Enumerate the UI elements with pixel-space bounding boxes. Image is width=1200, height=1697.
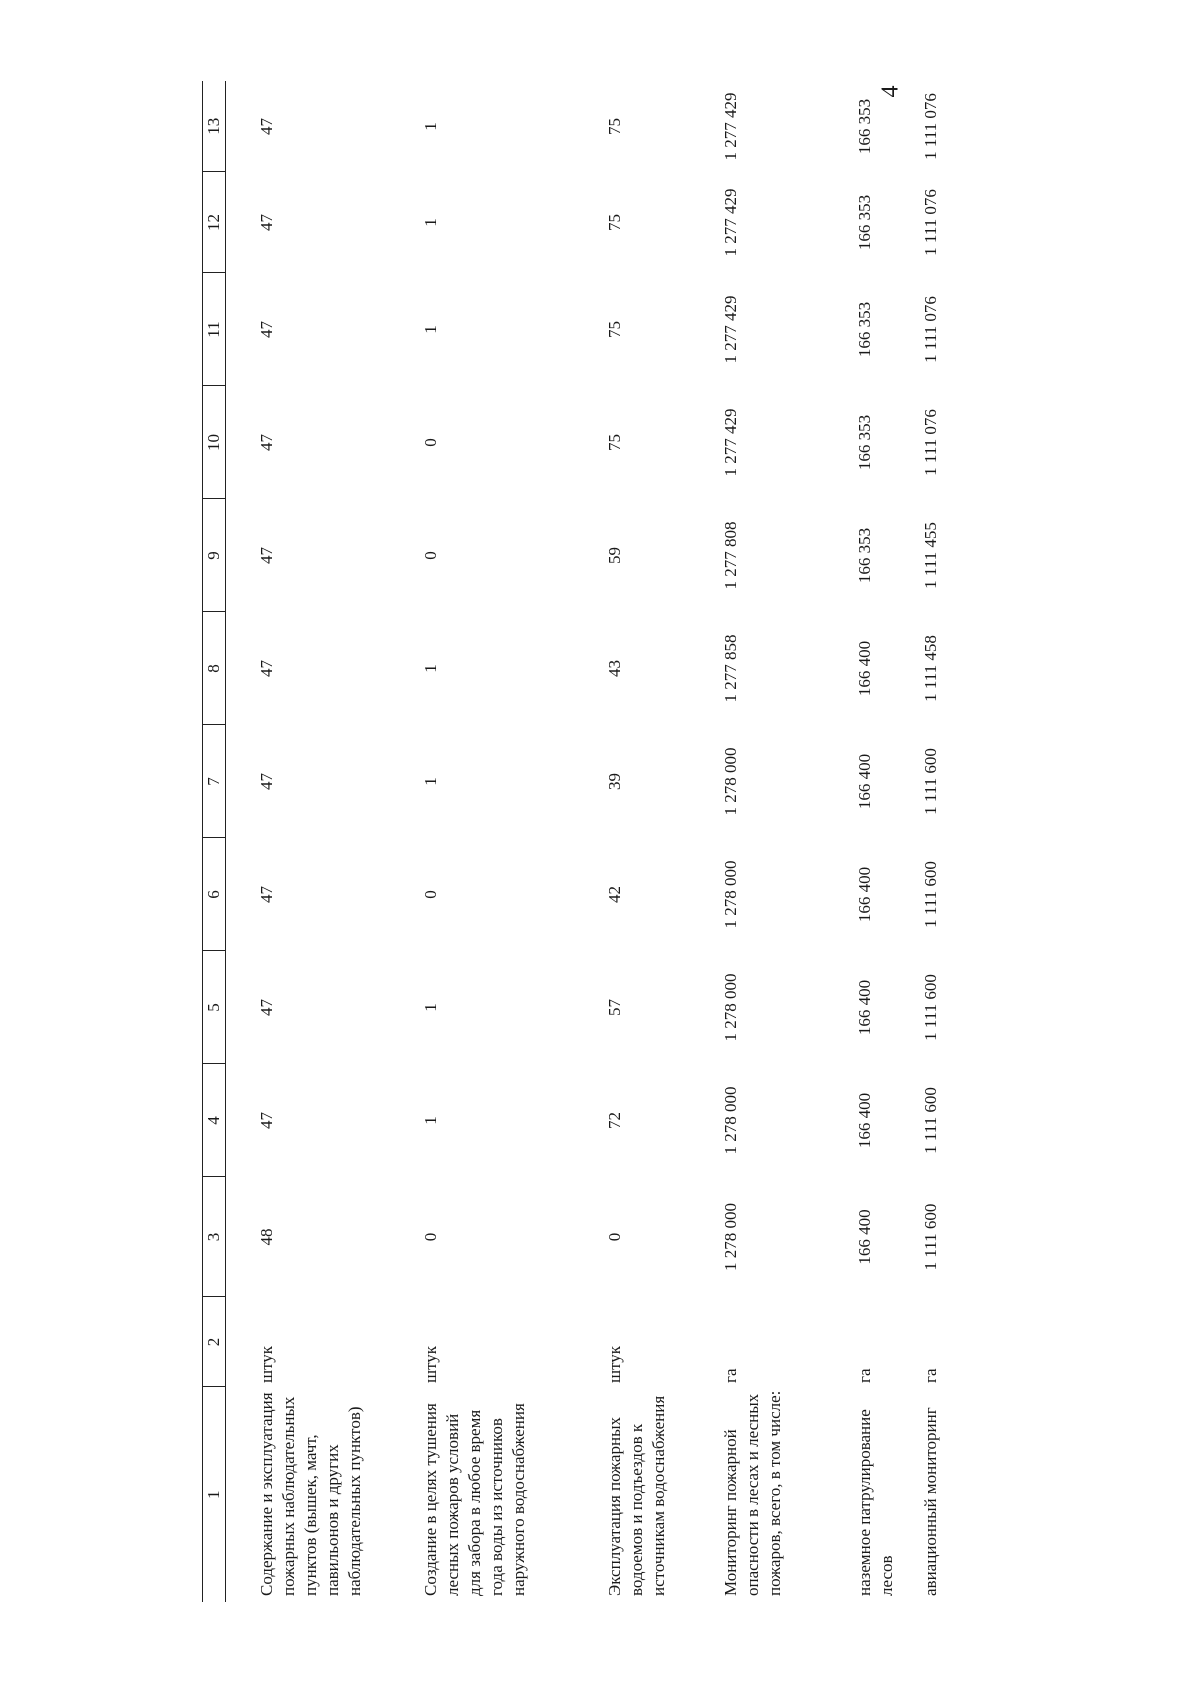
column-header: 1: [203, 1387, 226, 1602]
value-cell: 166 353: [855, 194, 874, 251]
value-cell: 1 277 429: [721, 92, 740, 161]
value-cell: 47: [257, 999, 276, 1016]
row-name-cell: Содержание и эксплуатация пожарных наблюдательных пунктов (вышек, мачт, павильонов и других наблюдательных пунктов): [257, 1392, 364, 1596]
value-cell: 1 277 429: [721, 408, 740, 477]
value-cell: 166 353: [855, 98, 874, 155]
unit-cell: га: [855, 1368, 874, 1383]
value-cell: 1: [421, 777, 440, 786]
column-header: 12: [203, 172, 226, 273]
row-name-cell: Мониторинг пожарной опасности в лесах и лесных пожаров, всего, в том числе:: [721, 1390, 784, 1596]
value-cell: 1 277 858: [721, 634, 740, 703]
value-cell: 0: [421, 438, 440, 447]
value-cell: 1 278 000: [721, 1086, 740, 1155]
table-row: [590, 81, 704, 1602]
value-cell: 47: [257, 773, 276, 790]
column-header: 2: [203, 1297, 226, 1387]
value-cell: 1 111 600: [921, 974, 940, 1041]
value-cell: 59: [605, 547, 624, 564]
value-cell: 1: [421, 1116, 440, 1125]
value-cell: 166 353: [855, 301, 874, 358]
value-cell: 1 111 076: [921, 189, 940, 256]
value-cell: 1 111 076: [921, 93, 940, 160]
value-cell: 1 278 000: [721, 747, 740, 816]
unit-cell: штук: [421, 1345, 440, 1383]
value-cell: 1 277 429: [721, 295, 740, 364]
value-cell: 1: [421, 664, 440, 673]
value-cell: 43: [605, 660, 624, 677]
value-cell: 1 111 076: [921, 296, 940, 363]
value-cell: 1 278 000: [721, 1203, 740, 1271]
table-row: [226, 81, 407, 1602]
unit-cell: штук: [605, 1345, 624, 1383]
value-cell: 0: [421, 890, 440, 899]
column-header: 7: [203, 725, 226, 838]
value-cell: 166 353: [855, 414, 874, 471]
value-cell: 1 277 808: [721, 521, 740, 590]
value-cell: 166 400: [855, 640, 874, 697]
rotated-table-container: [202, 84, 1052, 1602]
unit-cell: штук: [257, 1345, 276, 1383]
value-cell: 166 400: [855, 1209, 874, 1265]
table-row: [406, 81, 590, 1602]
value-cell: 47: [257, 118, 276, 135]
column-header: 8: [203, 612, 226, 725]
value-cell: 1 111 455: [921, 522, 940, 589]
value-cell: 47: [257, 660, 276, 677]
column-header: 4: [203, 1064, 226, 1177]
value-cell: 75: [605, 214, 624, 231]
page-number: 4: [877, 85, 904, 98]
value-cell: 1 278 000: [721, 973, 740, 1042]
value-cell: 1: [421, 218, 440, 227]
value-cell: 1: [421, 122, 440, 131]
value-cell: 72: [605, 1112, 624, 1129]
table-row: [704, 81, 840, 1602]
value-cell: 1 111 458: [921, 635, 940, 702]
value-cell: 166 400: [855, 866, 874, 923]
value-cell: 39: [605, 773, 624, 790]
value-cell: 47: [257, 886, 276, 903]
value-cell: 166 353: [855, 527, 874, 584]
value-cell: 166 400: [855, 979, 874, 1036]
row-name-cell: авиационный мониторинг: [921, 1407, 940, 1596]
value-cell: 1 111 600: [921, 748, 940, 815]
value-cell: 1 111 600: [921, 1087, 940, 1154]
value-cell: 57: [605, 999, 624, 1016]
column-header: 9: [203, 499, 226, 612]
column-header: 10: [203, 386, 226, 499]
value-cell: 1 111 600: [921, 861, 940, 928]
value-cell: 1 111 600: [921, 1203, 940, 1271]
value-cell: 1 277 429: [721, 188, 740, 257]
value-cell: 48: [257, 1228, 276, 1246]
unit-cell: га: [721, 1368, 740, 1383]
unit-cell: га: [921, 1368, 940, 1383]
row-name-cell: Эксплуатация пожарных водоемов и подъездов к источникам водоснабжения: [605, 1395, 668, 1596]
column-header: 11: [203, 273, 226, 386]
value-cell: 47: [257, 1112, 276, 1129]
value-cell: 42: [605, 886, 624, 903]
table-row: [840, 81, 906, 1602]
row-name-cell: наземное патрулирование лесов: [855, 1409, 896, 1596]
data-table: [202, 81, 966, 1602]
value-cell: 0: [421, 1232, 440, 1242]
table-row: [906, 81, 966, 1602]
value-cell: 47: [257, 321, 276, 338]
value-cell: 1: [421, 1003, 440, 1012]
column-header: 5: [203, 951, 226, 1064]
value-cell: 75: [605, 321, 624, 338]
value-cell: 47: [257, 214, 276, 231]
value-cell: 166 400: [855, 1092, 874, 1149]
column-header: 3: [203, 1177, 226, 1297]
column-header: 6: [203, 838, 226, 951]
value-cell: 75: [605, 118, 624, 135]
value-cell: 1 111 076: [921, 409, 940, 476]
value-cell: 1: [421, 325, 440, 334]
value-cell: 47: [257, 434, 276, 451]
row-name-cell: Создание в целях тушения лесных пожаров условий для забора в любое время года воды из источников наружного водоснабжения: [421, 1403, 528, 1596]
header-row: [203, 81, 226, 1602]
value-cell: 1 278 000: [721, 860, 740, 929]
value-cell: 0: [421, 551, 440, 560]
value-cell: 166 400: [855, 753, 874, 810]
value-cell: 47: [257, 547, 276, 564]
value-cell: 75: [605, 434, 624, 451]
value-cell: 0: [605, 1232, 624, 1242]
column-header: 13: [203, 81, 226, 172]
